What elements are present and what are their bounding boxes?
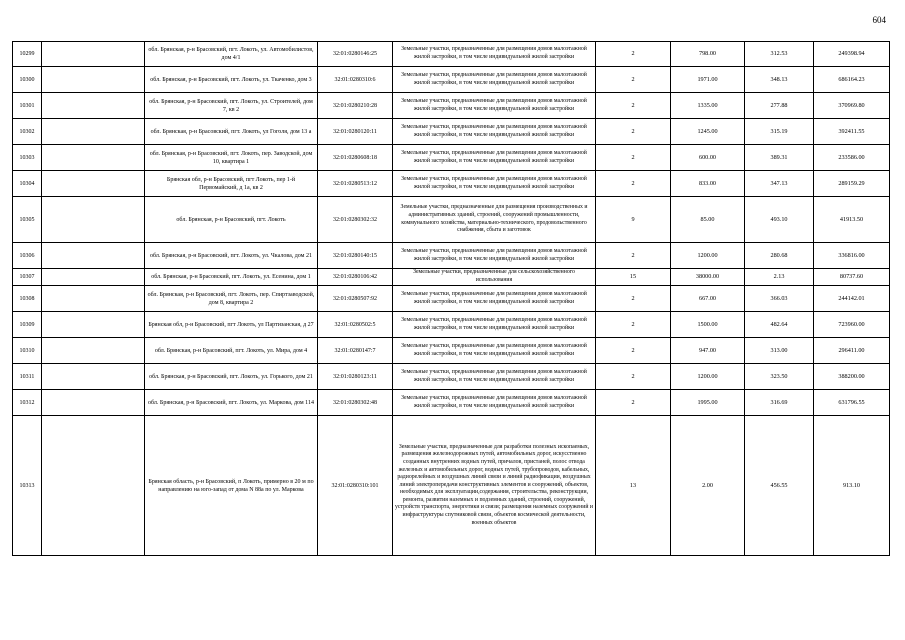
blank-cell <box>42 312 145 338</box>
specific-value-cell: 315.19 <box>745 119 814 145</box>
group-cell: 2 <box>596 338 671 364</box>
cadastral-number-cell: 32:01:0280123:11 <box>318 364 393 390</box>
address-cell: Брянская обл, р-н Брасовский, пгт Локоть, ул Партизанская, д 27 <box>145 312 318 338</box>
group-cell: 2 <box>596 42 671 67</box>
cadastral-value-cell: 370969.80 <box>814 93 890 119</box>
area-cell: 1500.00 <box>671 312 745 338</box>
table-row <box>13 243 890 269</box>
table-row <box>13 286 890 312</box>
row-number-cell: 10306 <box>13 243 42 269</box>
group-cell: 2 <box>596 145 671 171</box>
land-use-cell: Земельные участки, предназначенные для разработки полезных ископаемых, размещения железнодорожных путей, автомобильных дорог, искусственно созданных внутренних водных путей, причалов, пристаней, полос отвода железных и автомобильных дорог, водных путей, трубопроводов, кабельных, радиорелейных и воздушных линий связи и линий радиофикации, воздушных линий электропередачи конструктивных элементов и сооружений, объектов, необходимых для эксплуатации,содержания, строительства, реконструкции, ремонта, развития наземных и подземных зданий, строений, сооружений, устройств транспорта, энергетики и связи; размещения наземных сооружений и инфраструктуры спутниковой связи, объектов космической деятельности, военных объектов <box>393 416 596 556</box>
cadastral-value-table <box>12 41 890 556</box>
table-row <box>13 364 890 390</box>
blank-cell <box>42 67 145 93</box>
table-row <box>13 197 890 243</box>
cadastral-number-cell: 32:01:0280302:48 <box>318 390 393 416</box>
blank-cell <box>42 119 145 145</box>
land-use-cell: Земельные участки, предназначенные для размещения домов малоэтажной жилой застройки, в том числе индивидуальной жилой застройки <box>393 243 596 269</box>
cadastral-number-cell: 32:01:0280302:32 <box>318 197 393 243</box>
area-cell: 947.00 <box>671 338 745 364</box>
area-cell: 600.00 <box>671 145 745 171</box>
row-number-cell: 10300 <box>13 67 42 93</box>
table-row <box>13 42 890 67</box>
area-cell: 85.00 <box>671 197 745 243</box>
address-cell: обл. Брянская, р-н Брасовский, пгт. Локоть <box>145 197 318 243</box>
table-row <box>13 93 890 119</box>
area-cell: 1200.00 <box>671 243 745 269</box>
specific-value-cell: 493.10 <box>745 197 814 243</box>
address-cell: обл. Брянская, р-н Брасовский, пгт. Локоть, ул. Строителей, дом 7, кв 2 <box>145 93 318 119</box>
land-use-cell: Земельные участки, предназначенные для размещения домов малоэтажной жилой застройки, в том числе индивидуальной жилой застройки <box>393 312 596 338</box>
cadastral-number-cell: 32:01:0280147:7 <box>318 338 393 364</box>
specific-value-cell: 366.03 <box>745 286 814 312</box>
land-use-cell: Земельные участки, предназначенные для размещения домов малоэтажной жилой застройки, в том числе индивидуальной жилой застройки <box>393 286 596 312</box>
blank-cell <box>42 338 145 364</box>
group-cell: 2 <box>596 93 671 119</box>
group-cell: 13 <box>596 416 671 556</box>
row-number-cell: 10301 <box>13 93 42 119</box>
cadastral-number-cell: 32:01:0280310:6 <box>318 67 393 93</box>
row-number-cell: 10310 <box>13 338 42 364</box>
land-use-cell: Земельные участки, предназначенные для размещения домов малоэтажной жилой застройки, в том числе индивидуальной жилой застройки <box>393 145 596 171</box>
blank-cell <box>42 197 145 243</box>
land-use-cell: Земельные участки, предназначенные для размещения домов малоэтажной жилой застройки, в том числе индивидуальной жилой застройки <box>393 338 596 364</box>
specific-value-cell: 323.50 <box>745 364 814 390</box>
land-use-cell: Земельные участки, предназначенные для размещения домов малоэтажной жилой застройки, в том числе индивидуальной жилой застройки <box>393 42 596 67</box>
specific-value-cell: 313.00 <box>745 338 814 364</box>
row-number-cell: 10302 <box>13 119 42 145</box>
address-cell: обл. Брянская, р-н Брасовский, пгт. Локоть, пер. Заводской, дом 10, квартира 1 <box>145 145 318 171</box>
cadastral-value-cell: 392411.55 <box>814 119 890 145</box>
blank-cell <box>42 145 145 171</box>
area-cell: 1995.00 <box>671 390 745 416</box>
address-cell: Брянская область, р-н Брасовский, п Локоть, примерно в 20 м по направлению на юго-запад от дома N 88а по ул. Маркова <box>145 416 318 556</box>
table-row <box>13 416 890 556</box>
cadastral-value-cell: 80737.60 <box>814 269 890 286</box>
row-number-cell: 10312 <box>13 390 42 416</box>
address-cell: обл. Брянская, р-н Брасовский, пгт. Локоть, ул. Ткаченко, дом 3 <box>145 67 318 93</box>
blank-cell <box>42 416 145 556</box>
area-cell: 1971.00 <box>671 67 745 93</box>
address-cell: Брянская обл, р-н Брасовский, пгт Локоть, пер 1-й Первомайский, д 1а, кв 2 <box>145 171 318 197</box>
specific-value-cell: 347.13 <box>745 171 814 197</box>
cadastral-number-cell: 32:01:0280513:12 <box>318 171 393 197</box>
group-cell: 9 <box>596 197 671 243</box>
address-cell: обл. Брянская, р-н Брасовский, пгт. Локоть, ул. Маркова, дом 114 <box>145 390 318 416</box>
row-number-cell: 10305 <box>13 197 42 243</box>
area-cell: 798.00 <box>671 42 745 67</box>
land-use-cell: Земельные участки, предназначенные для размещения домов малоэтажной жилой застройки, в том числе индивидуальной жилой застройки <box>393 364 596 390</box>
group-cell: 2 <box>596 364 671 390</box>
group-cell: 2 <box>596 171 671 197</box>
specific-value-cell: 456.55 <box>745 416 814 556</box>
land-use-cell: Земельные участки, предназначенные для размещения домов малоэтажной жилой застройки, в том числе индивидуальной жилой застройки <box>393 171 596 197</box>
address-cell: обл. Брянская, р-н Брасовский, пгт. Локоть, ул Гоголя, дом 13 а <box>145 119 318 145</box>
cadastral-number-cell: 32:01:0280507:92 <box>318 286 393 312</box>
cadastral-value-cell: 296411.00 <box>814 338 890 364</box>
group-cell: 2 <box>596 243 671 269</box>
specific-value-cell: 389.31 <box>745 145 814 171</box>
cadastral-value-cell: 631796.55 <box>814 390 890 416</box>
address-cell: обл. Брянская, р-н Брасовский, пгт. Локоть, ул. Мира, дом 4 <box>145 338 318 364</box>
cadastral-value-cell: 336816.00 <box>814 243 890 269</box>
row-number-cell: 10304 <box>13 171 42 197</box>
address-cell: обл. Брянская, р-н Брасовский, пгт. Локоть, ул. Чкалова, дом 21 <box>145 243 318 269</box>
row-number-cell: 10313 <box>13 416 42 556</box>
specific-value-cell: 280.68 <box>745 243 814 269</box>
address-cell: обл. Брянская, р-н Брасовский, пгт. Локоть, пер. Спиртзаводской, дом 8, квартира 2 <box>145 286 318 312</box>
cadastral-number-cell: 32:01:0280146:25 <box>318 42 393 67</box>
cadastral-value-cell: 249398.94 <box>814 42 890 67</box>
specific-value-cell: 316.69 <box>745 390 814 416</box>
area-cell: 1200.00 <box>671 364 745 390</box>
row-number-cell: 10299 <box>13 42 42 67</box>
table-body <box>13 42 890 556</box>
table-row <box>13 119 890 145</box>
table-row <box>13 390 890 416</box>
blank-cell <box>42 390 145 416</box>
cadastral-number-cell: 32:01:0280140:15 <box>318 243 393 269</box>
cadastral-value-cell: 289159.29 <box>814 171 890 197</box>
group-cell: 2 <box>596 286 671 312</box>
blank-cell <box>42 42 145 67</box>
cadastral-value-cell: 388200.00 <box>814 364 890 390</box>
area-cell: 833.00 <box>671 171 745 197</box>
table-row <box>13 312 890 338</box>
row-number-cell: 10311 <box>13 364 42 390</box>
specific-value-cell: 312.53 <box>745 42 814 67</box>
blank-cell <box>42 243 145 269</box>
cadastral-number-cell: 32:01:0280608:18 <box>318 145 393 171</box>
group-cell: 2 <box>596 390 671 416</box>
address-cell: обл. Брянская, р-н Брасовский, пгт. Локоть, ул. Горького, дом 21 <box>145 364 318 390</box>
table-row <box>13 171 890 197</box>
land-use-cell: Земельные участки, предназначенные для размещения домов малоэтажной жилой застройки, в том числе индивидуальной жилой застройки <box>393 119 596 145</box>
address-cell: обл. Брянская, р-н Брасовский, пгт. Локоть, ул. Автомобилистов, дом 4/1 <box>145 42 318 67</box>
area-cell: 2.00 <box>671 416 745 556</box>
table-row <box>13 145 890 171</box>
cadastral-value-cell: 913.10 <box>814 416 890 556</box>
cadastral-value-cell: 41913.50 <box>814 197 890 243</box>
cadastral-number-cell: 32:01:0280310:101 <box>318 416 393 556</box>
table-row <box>13 67 890 93</box>
land-use-cell: Земельные участки, предназначенные для размещения домов малоэтажной жилой застройки, в том числе индивидуальной жилой застройки <box>393 67 596 93</box>
specific-value-cell: 277.88 <box>745 93 814 119</box>
group-cell: 2 <box>596 119 671 145</box>
address-cell: обл. Брянская, р-н Брасовский, пгт. Локоть, ул. Есенина, дом 1 <box>145 269 318 286</box>
cadastral-value-cell: 723960.00 <box>814 312 890 338</box>
cadastral-number-cell: 32:01:0280502:5 <box>318 312 393 338</box>
land-use-cell: Земельные участки, предназначенные для сельскохозяйственного использования <box>393 269 596 286</box>
row-number-cell: 10309 <box>13 312 42 338</box>
group-cell: 15 <box>596 269 671 286</box>
cadastral-value-cell: 233586.00 <box>814 145 890 171</box>
land-use-cell: Земельные участки, предназначенные для размещения производственных и административных зданий, строений, сооружений промышленности, коммунального хозяйства, материально-технического, продовольственного снабжения, сбыта и заготовок <box>393 197 596 243</box>
cadastral-number-cell: 32:01:0280106:42 <box>318 269 393 286</box>
specific-value-cell: 2.13 <box>745 269 814 286</box>
row-number-cell: 10308 <box>13 286 42 312</box>
area-cell: 1335.00 <box>671 93 745 119</box>
area-cell: 667.00 <box>671 286 745 312</box>
group-cell: 2 <box>596 312 671 338</box>
specific-value-cell: 348.13 <box>745 67 814 93</box>
page-number: 604 <box>872 15 886 25</box>
row-number-cell: 10303 <box>13 145 42 171</box>
group-cell: 2 <box>596 67 671 93</box>
blank-cell <box>42 171 145 197</box>
specific-value-cell: 482.64 <box>745 312 814 338</box>
table-row <box>13 338 890 364</box>
area-cell: 1245.00 <box>671 119 745 145</box>
land-use-cell: Земельные участки, предназначенные для размещения домов малоэтажной жилой застройки, в том числе индивидуальной жилой застройки <box>393 390 596 416</box>
land-use-cell: Земельные участки, предназначенные для размещения домов малоэтажной жилой застройки, в том числе индивидуальной жилой застройки <box>393 93 596 119</box>
cadastral-value-cell: 686164.23 <box>814 67 890 93</box>
area-cell: 38000.00 <box>671 269 745 286</box>
cadastral-value-cell: 244142.01 <box>814 286 890 312</box>
blank-cell <box>42 286 145 312</box>
cadastral-number-cell: 32:01:0280120:11 <box>318 119 393 145</box>
blank-cell <box>42 93 145 119</box>
cadastral-number-cell: 32:01:0280210:28 <box>318 93 393 119</box>
row-number-cell: 10307 <box>13 269 42 286</box>
blank-cell <box>42 269 145 286</box>
table-row <box>13 269 890 286</box>
blank-cell <box>42 364 145 390</box>
